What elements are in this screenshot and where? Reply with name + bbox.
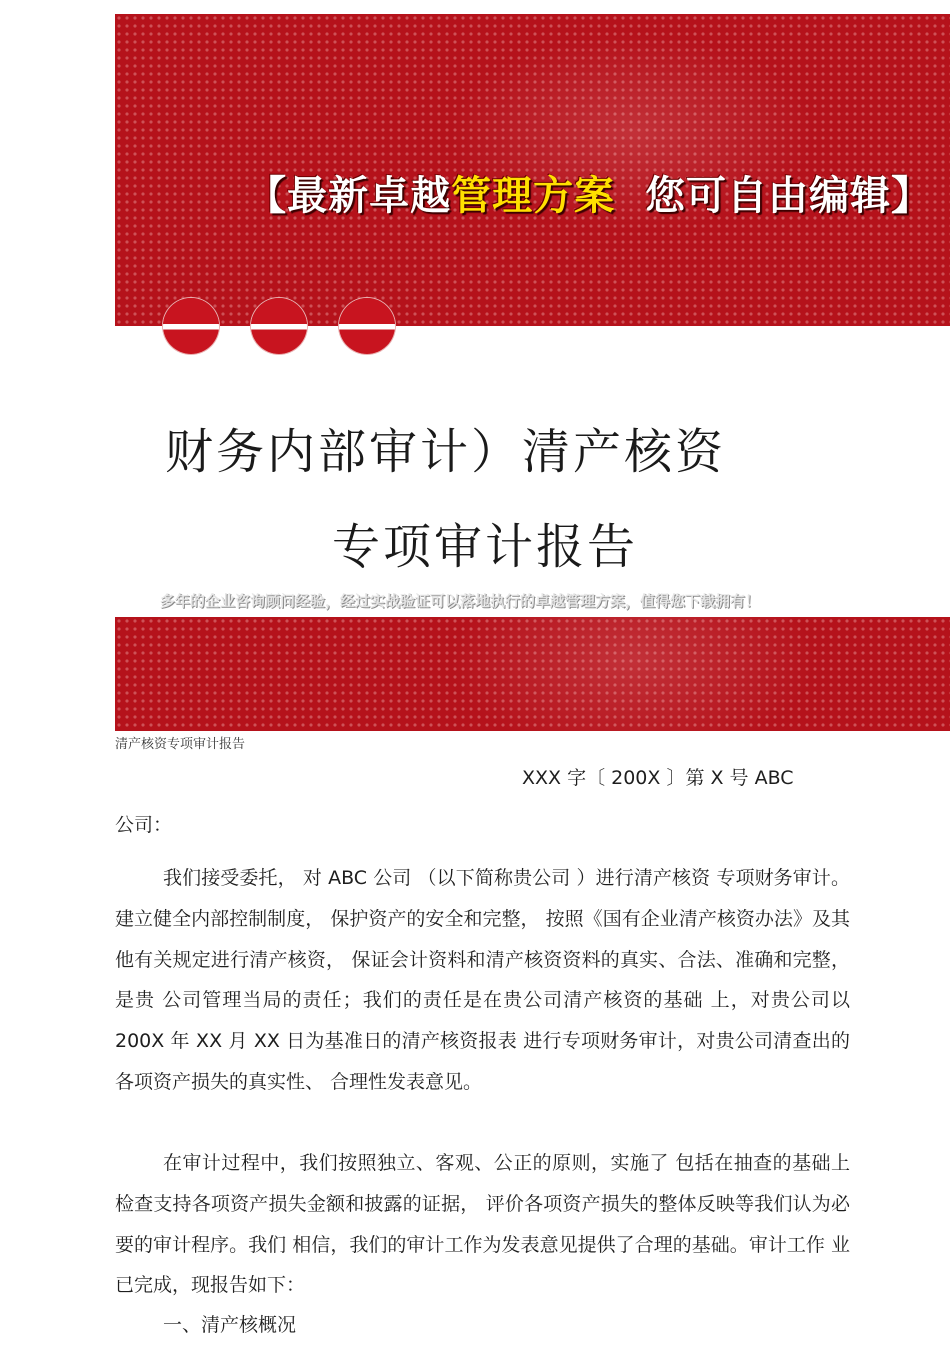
section-heading: 一、清产核概况 <box>163 1314 297 1336</box>
addressee: 公司： <box>115 814 173 836</box>
slogan-part-3: 您可自由编辑】 <box>645 173 932 219</box>
promo-tagline: 多年的企业咨询顾问经验，经过实战验证可以落地执行的卓越管理方案，值得您下载拥有！ <box>160 592 761 610</box>
slogan-part-1: 【最新卓越 <box>246 173 452 219</box>
slogan-part-2: 管理方案 <box>451 173 616 219</box>
body-paragraph-1: 我们接受委托， 对 ABC 公司 （以下简称贵公司 ）进行清产核资 专项财务审计。 建立健全内部控制制度， 保护资产的安全和完整， 按照《国有企业清产核资办法》及其他有关规定进行清产核资， 保证会计资料和清产核资资料的真实、合法、准确和完整，是贵 公司管理当局的责任；我们的责任是在贵公司清产核资的基础 上，对贵公司以 200X 年 XX 月 XX 日为基准日的清产核资报表 进行专项财务审计，对贵公司清查出的各项资产损失的真实性、 合理性发表意见。 <box>115 867 850 1093</box>
decorative-disc-2 <box>251 298 307 354</box>
running-head: 清产核资专项审计报告 <box>115 737 246 752</box>
decorative-disc-3 <box>339 298 395 354</box>
document-number: XXX 字〔 200X 〕第 X 号 ABC <box>522 767 794 789</box>
document-title-line-2: 专项审计报告 <box>332 519 639 575</box>
bottom-banner-world-map <box>115 617 950 731</box>
body-paragraph-2: 在审计过程中，我们按照独立、客观、公正的原则，实施了 包括在抽查的基础上检查支持各项资产损失金额和披露的证据， 评价各项资产损失的整体反映等我们认为必要的审计程序。我们 相信，我们的审计工作为发表意见提供了合理的基础。审计工作 业已完成，现报告如下： <box>115 1152 850 1297</box>
document-title-line-1: 财务内部审计）清产核资 <box>165 424 727 480</box>
decorative-disc-1 <box>163 298 219 354</box>
top-banner-world-map <box>115 14 950 326</box>
banner-slogan <box>246 164 932 221</box>
